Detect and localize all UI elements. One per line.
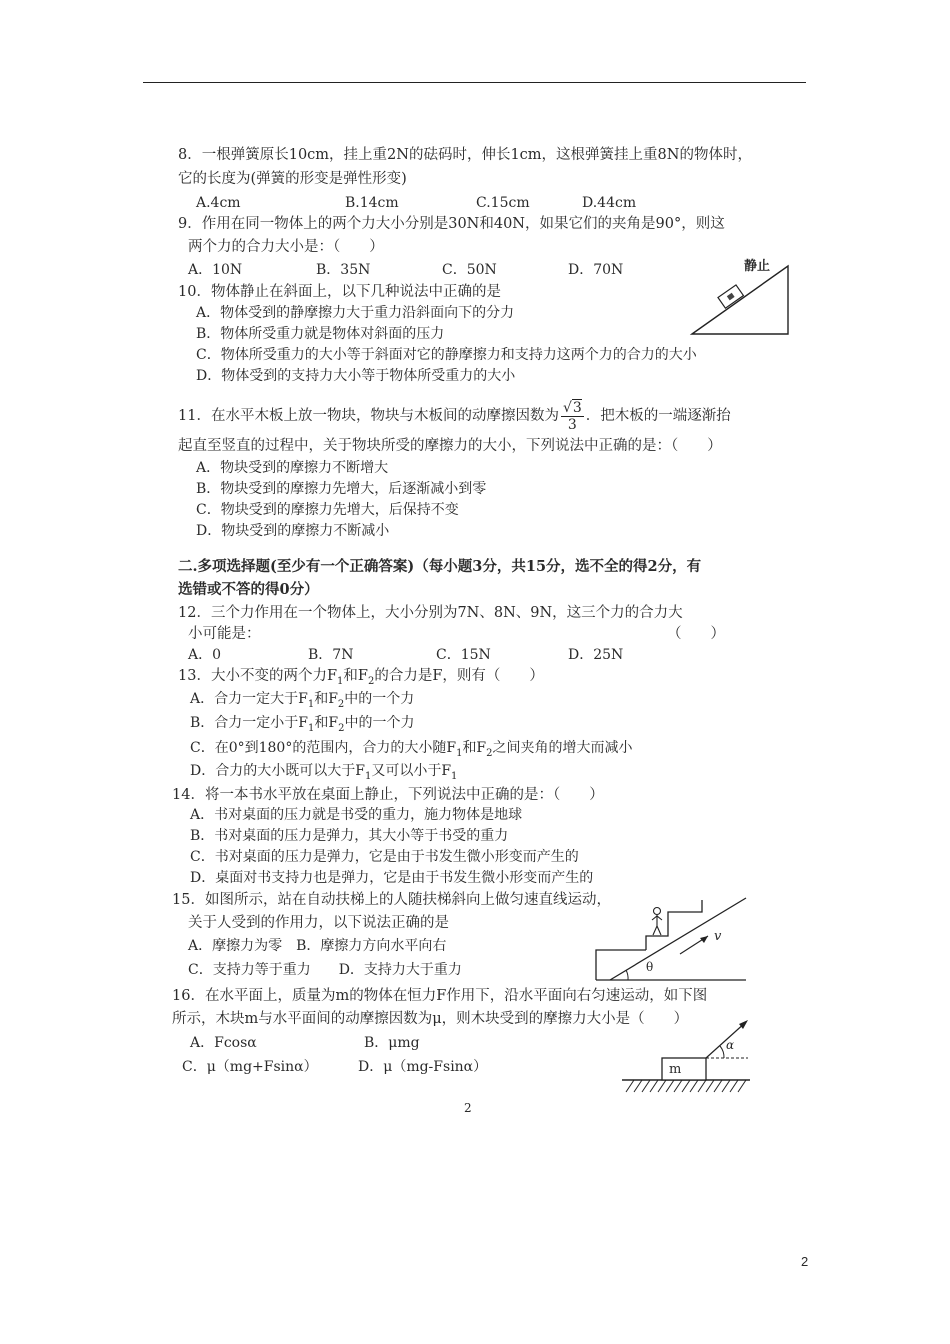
q16-option-c: C．μ（mg+Fsinα） (182, 1059, 318, 1075)
q8-option-d: D.44cm (582, 195, 637, 211)
q13-option-c-part1: C．在0°到180°的范围内，合力的大小随F (190, 740, 457, 756)
q9-stem-line2: 两个力的合力大小是：（ ） (188, 239, 384, 255)
q11-frac-numerator: 3 (572, 399, 582, 416)
q14-option-c: C．书对桌面的压力是弹力，它是由于书发生微小形变而产生的 (190, 849, 579, 865)
page-number: 2 (801, 1254, 809, 1269)
q13-option-b-part2: 和F (314, 715, 339, 731)
q8-stem-line2: 它的长度为(弹簧的形变是弹性形变) (178, 171, 407, 187)
q13-stem-part1: 13．大小不变的两个力F (178, 668, 338, 684)
section2-heading-line1: 二.多项选择题(至少有一个正确答案)（每小题3分，共15分，选不全的得2分，有 (178, 558, 702, 575)
q13-option-c-part3: 之间夹角的增大而减小 (492, 740, 633, 756)
q14-option-a: A．书对桌面的压力就是书受的重力，施力物体是地球 (190, 807, 523, 823)
q13-option-c-part2: 和F (462, 740, 487, 756)
q13-option-a-part2: 和F (314, 691, 338, 707)
q8-option-b: B.14cm (345, 195, 399, 211)
q8-stem-line1: 8．一根弹簧原长10cm，挂上重2N的砝码时，伸长1cm，这根弹簧挂上重8N的物体时， (178, 147, 752, 163)
q11-stem-line2: 起直至竖直的过程中，关于物块所受的摩擦力的大小，下列说法中正确的是：（ ） (178, 438, 722, 454)
q13-option-d-sub1: 1 (364, 770, 372, 782)
section2-heading-line2: 选错或不答的得0分） (178, 581, 319, 598)
q11-option-d: D．物块受到的摩擦力不断减小 (196, 523, 390, 539)
q13-sub-2: 2 (367, 675, 375, 687)
q13-option-b-sub1: 1 (308, 722, 315, 734)
q14-option-d: D．桌面对书支持力也是弹力，它是由于书发生微小形变而产生的 (190, 870, 594, 886)
q13-option-d-part2: 又可以小于F (371, 763, 452, 779)
q16-option-b: B．μmg (364, 1035, 420, 1051)
q10-figure-label: 静止 (744, 259, 771, 274)
q11-stem-part1: 11．在水平木板上放一物块，物块与木板间的动摩擦因数为 (178, 408, 559, 424)
q16-block-figure (620, 1016, 760, 1096)
q13-option-c-sub2: 2 (486, 747, 493, 759)
q16-figure-alpha-label: α (726, 1038, 735, 1052)
q13-option-a (190, 690, 414, 714)
q11-option-a: A．物块受到的摩擦力不断增大 (196, 460, 389, 476)
q9-stem-line1: 9．作用在同一物体上的两个力大小分别是30N和40N，如果它们的夹角是90°，则这 (178, 216, 725, 232)
q12-stem-line1: 12．三个力作用在一个物体上，大小分别为7N、8N、9N，这三个力的合力大 (178, 605, 683, 621)
q13-stem-part3: 的合力是F，则有（ ） (374, 668, 544, 684)
q16-stem-line2: 所示，木块m与水平面间的动摩擦因数为μ，则木块受到的摩擦力大小是（ ） (172, 1011, 689, 1027)
q16-option-d: D．μ（mg-Fsinα） (358, 1059, 488, 1075)
q12-option-d: D．25N (568, 647, 624, 663)
q11-stem-line1 (178, 396, 731, 436)
q9-option-d: D．70N (568, 262, 624, 278)
q11-option-b: B．物块受到的摩擦力先增大，后逐渐减小到零 (196, 481, 487, 497)
header-rule (143, 82, 806, 83)
q10-option-c: C．物体所受重力的大小等于斜面对它的静摩擦力和支持力这两个力的合力的大小 (196, 347, 697, 363)
q13-option-a-part3: 中的一个力 (344, 691, 415, 707)
q16-figure-mass-label: m (669, 1062, 682, 1077)
q10-stem: 10．物体静止在斜面上，以下几种说法中正确的是 (178, 284, 501, 300)
q11-fraction: $\frac{√3}{3}$ (562, 399, 582, 433)
q10-option-a: A．物体受到的静摩擦力大于重力沿斜面向下的分力 (196, 305, 515, 321)
q15-options-ab: A．摩擦力为零 B．摩擦力方向水平向右 (188, 938, 447, 954)
q15-figure-velocity-label: v (714, 929, 722, 944)
q13-option-a-sub2: 2 (337, 698, 345, 710)
q9-option-c: C．50N (442, 262, 497, 278)
q14-option-b: B．书对桌面的压力是弹力，其大小等于书受的重力 (190, 828, 509, 844)
q10-incline-figure (690, 262, 800, 342)
q15-stem-line1: 15．如图所示，站在自动扶梯上的人随扶梯斜向上做匀速直线运动， (172, 892, 611, 908)
q13-option-a-part1: A．合力一定大于F (190, 691, 308, 707)
q14-stem: 14．将一本书水平放在桌面上静止，下列说法中正确的是：（ ） (172, 787, 604, 803)
q8-option-a: A.4cm (196, 195, 241, 211)
q9-option-a: A．10N (188, 262, 243, 278)
q15-stem-line2: 关于人受到的作用力，以下说法正确的是 (188, 915, 449, 931)
q13-sub-1: 1 (337, 675, 344, 687)
q13-stem-part2: 和F (343, 668, 368, 684)
q15-figure-theta-label: θ (646, 960, 654, 974)
q10-option-b: B．物体所受重力就是物体对斜面的压力 (196, 326, 445, 342)
q12-stem-line2: 小可能是： (188, 626, 261, 642)
q13-option-b-part3: 中的一个力 (344, 715, 415, 731)
q13-option-b-sub2: 2 (338, 722, 345, 734)
q12-option-c: C．15N (436, 647, 491, 663)
q15-options-cd: C．支持力等于重力 D．支持力大于重力 (188, 962, 462, 978)
inner-page-number: 2 (464, 1101, 472, 1115)
q12-option-b: B．7N (308, 647, 354, 663)
q11-stem-part2: ．把木板的一端逐渐抬 (585, 408, 731, 424)
q12-option-a: A．0 (188, 647, 222, 663)
q15-escalator-figure (594, 894, 754, 984)
q12-answer-paren: （ ） (667, 626, 725, 642)
q16-option-a: A．Fcosα (190, 1035, 257, 1051)
q13-option-c (190, 739, 633, 763)
q13-option-d-part1: D．合力的大小既可以大于F (190, 763, 365, 779)
q8-option-c: C.15cm (476, 195, 530, 211)
q13-option-b-part1: B．合力一定小于F (190, 715, 309, 731)
q13-stem (178, 667, 544, 691)
q13-option-a-sub1: 1 (307, 698, 315, 710)
q13-option-d (190, 762, 457, 786)
q10-option-d: D．物体受到的支持力大小等于物体所受重力的大小 (196, 368, 516, 384)
q13-option-c-sub1: 1 (456, 747, 463, 759)
q11-frac-denominator: 3 (567, 416, 577, 433)
q11-option-c: C．物块受到的摩擦力先增大，后保持不变 (196, 502, 459, 518)
q13-option-d-sub2: 1 (451, 770, 458, 782)
q16-stem-line1: 16．在水平面上，质量为m的物体在恒力F作用下，沿水平面向右匀速运动，如下图 (172, 988, 708, 1004)
q13-option-b (190, 714, 414, 738)
q9-option-b: B．35N (316, 262, 371, 278)
